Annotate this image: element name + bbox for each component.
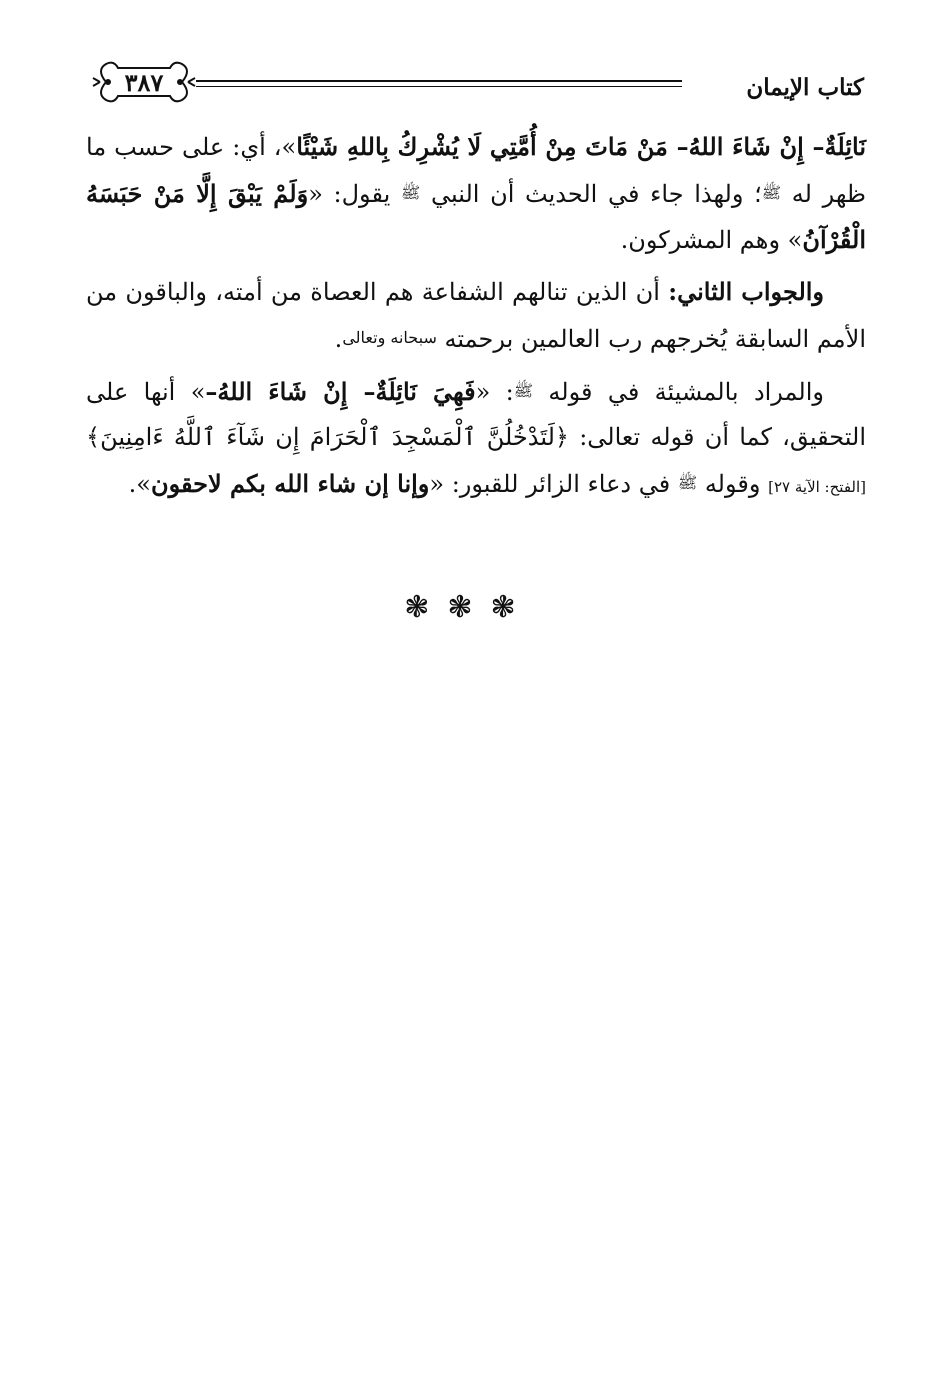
page-number-frame bbox=[92, 58, 196, 106]
paragraph-3-text: » أنها على التحقيق، كما أن قوله تعالى: ﴿ bbox=[86, 378, 866, 451]
paragraph-3-text: وقوله bbox=[704, 470, 769, 498]
prophet-honorific-icon: ﷺ bbox=[677, 473, 698, 492]
paragraph-3-text: ». bbox=[128, 470, 151, 498]
paragraph-1-text: » وهم المشركون. bbox=[620, 226, 803, 254]
paragraph-1-text: يقول: « bbox=[308, 180, 391, 208]
book-title: كتاب الإيمان bbox=[746, 74, 864, 101]
paragraph-3-text: ﴾ bbox=[86, 423, 101, 451]
hadith-quote: فَهِيَ نَائِلَةٌ– إِنْ شَاءَ اللهُ– bbox=[205, 377, 476, 406]
god-honorific-icon: سبحانه وتعالى bbox=[342, 328, 437, 347]
header-rule-thin bbox=[196, 86, 682, 87]
paragraph-3-text: : « bbox=[475, 378, 514, 406]
header-rule-thick bbox=[196, 80, 682, 82]
prophet-honorific-icon: ﷺ bbox=[513, 381, 534, 400]
quran-verse: لَتَدْخُلُنَّ ٱلْمَسْجِدَ ٱلْحَرَامَ إِن شَآءَ ٱللَّهُ ءَامِنِينَ bbox=[100, 423, 555, 451]
paragraph-1 bbox=[86, 124, 866, 263]
paragraph-3-text: في دعاء الزائر للقبور: « bbox=[429, 470, 678, 498]
page-number: ٣٨٧ bbox=[124, 68, 164, 97]
prophet-honorific-icon: ﷺ bbox=[400, 183, 421, 202]
paragraph-2-text: أن الذين تنالهم الشفاعة هم العصاة من أمته، والباقون من الأمم السابقة يُخرجهم رب العالمين برحمته bbox=[86, 278, 866, 353]
paragraph-1-text: »، أي: على حسب ما ظهر له bbox=[86, 133, 866, 208]
hadith-fragment: نَائِلَةٌ– إِنْ شَاءَ اللهُ– مَنْ مَاتَ مِنْ أُمَّتِي لَا يُشْرِكُ بِاللهِ شَيْئًا bbox=[296, 132, 867, 161]
paragraph-3 bbox=[86, 368, 866, 510]
prophet-honorific-icon: ﷺ bbox=[761, 183, 782, 202]
section-separator-icon: ❃❃❃ bbox=[404, 590, 534, 625]
second-answer-label: والجواب الثاني: bbox=[668, 277, 825, 306]
verse-reference: [الفتح: الآية ٢٧] bbox=[768, 478, 866, 496]
paragraph-1-text: ؛ ولهذا جاء في الحديث أن النبي bbox=[430, 180, 762, 208]
page-header bbox=[92, 58, 870, 118]
paragraph-2-text: . bbox=[334, 325, 343, 353]
paragraph-2 bbox=[86, 269, 866, 362]
main-text bbox=[86, 124, 866, 516]
hadith-quote: وإنا إن شاء الله بكم لاحقون bbox=[150, 469, 430, 498]
paragraph-3-text: والمراد بالمشيئة في قوله bbox=[548, 378, 824, 406]
hadith-quote: وَلَمْ يَبْقَ إِلَّا مَنْ حَبَسَهُ الْقُرْآنُ bbox=[86, 179, 866, 254]
